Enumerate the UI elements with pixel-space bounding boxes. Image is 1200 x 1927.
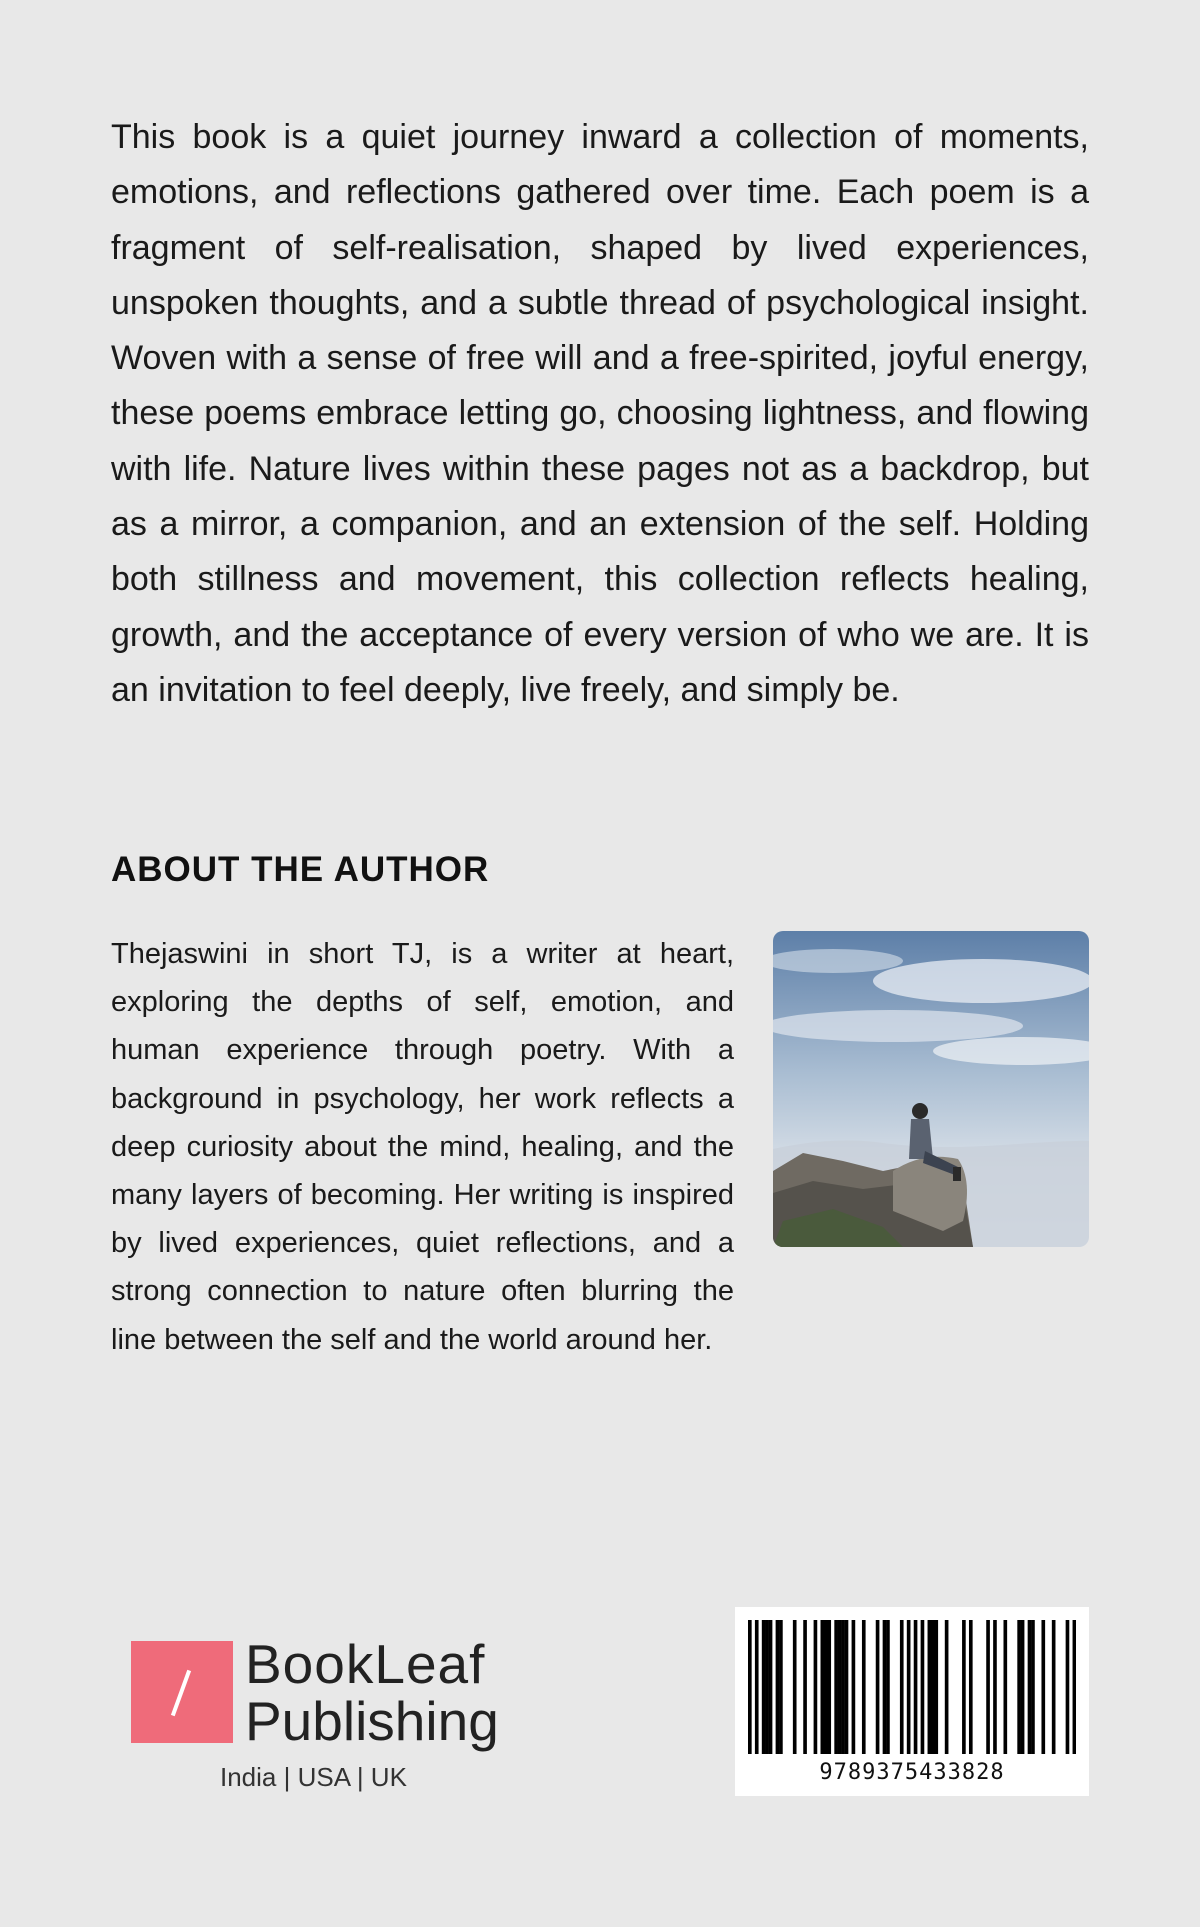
barcode-bar [993,1620,997,1754]
barcode-bar [845,1620,849,1754]
barcode-bar [907,1620,911,1754]
barcode-bar [1052,1620,1056,1754]
isbn-barcode [735,1607,1089,1796]
barcode-bar [914,1620,918,1754]
barcode-bar [824,1620,828,1754]
barcode-bar [803,1620,807,1754]
publisher-logo [131,1632,531,1802]
barcode-bar [934,1620,938,1754]
publisher-locations: India | USA | UK [220,1762,407,1792]
slash-icon [171,1670,191,1716]
barcode-bar [776,1620,780,1754]
barcode-bar [900,1620,904,1754]
barcode-bar [841,1620,845,1754]
barcode-bar [838,1620,842,1754]
barcode-bar [762,1620,766,1754]
barcode-bar [928,1620,932,1754]
about-author-heading: ABOUT THE AUTHOR [111,850,490,889]
barcode-bar [1041,1620,1045,1754]
book-description: This book is a quiet journey inward a collection of moments, emotions, and reflections gathered over time. Each poem is a fragment of self-realisation, shaped by lived experiences, unspoken thoughts, and a subtle thread of psychological insight. Woven with a sense of free will and a free-spirited, joyful energy, these poems embrace letting go, choosing lightness, and flowing with life. Nature lives within these pages not as a backdrop, but as a mirror, a companion, and an extension of the self. Holding both stillness and movement, this collection reflects healing, growth, and the acceptance of every version of who we are. It is an invitation to feel deeply, live freely, and simply be. [111,118,1089,709]
barcode-bar [755,1620,759,1754]
barcode-bar [931,1620,935,1754]
bookleaf-logo-mark [131,1641,233,1743]
barcode-bar [1031,1620,1035,1754]
publisher-name-line1: BookLeaf [245,1633,486,1695]
barcode-bar [827,1620,831,1754]
publisher-name-line2: Publishing [245,1690,499,1752]
barcode-bar [921,1620,925,1754]
barcode-bar [886,1620,890,1754]
isbn-number: 9789375433828 [819,1760,1005,1785]
barcode-bar [862,1620,866,1754]
barcode-bar [1028,1620,1032,1754]
barcode-bar [769,1620,773,1754]
barcode-bar [765,1620,769,1754]
author-photo [773,931,1089,1247]
barcode-bar [986,1620,990,1754]
barcode-bar [834,1620,838,1754]
barcode-bar [1073,1620,1076,1754]
barcode-bar [1066,1620,1070,1754]
barcode-bars [748,1620,1076,1754]
barcode-bar [748,1620,752,1754]
barcode-bar [945,1620,949,1754]
barcode-bar [793,1620,797,1754]
barcode-bar [779,1620,783,1754]
barcode-bar [883,1620,887,1754]
author-bio: Thejaswini in short TJ, is a writer at heart, exploring the depths of self, emotion, and human experience through poetry. With a background in psychology, her work reflects a deep curiosity about the mind, healing, and the many layers of becoming. Her writing is inspired by lived experiences, quiet reflections, and a strong connection to nature often blurring the line between the self and the world around her. [111,938,734,1356]
barcode-bar [969,1620,973,1754]
barcode-bar [814,1620,818,1754]
barcode-bar [1021,1620,1025,1754]
barcode-bar [852,1620,856,1754]
barcode-bar [821,1620,825,1754]
barcode-bar [1017,1620,1021,1754]
barcode-bar [876,1620,880,1754]
barcode-bar [1003,1620,1007,1754]
barcode-bar [962,1620,966,1754]
